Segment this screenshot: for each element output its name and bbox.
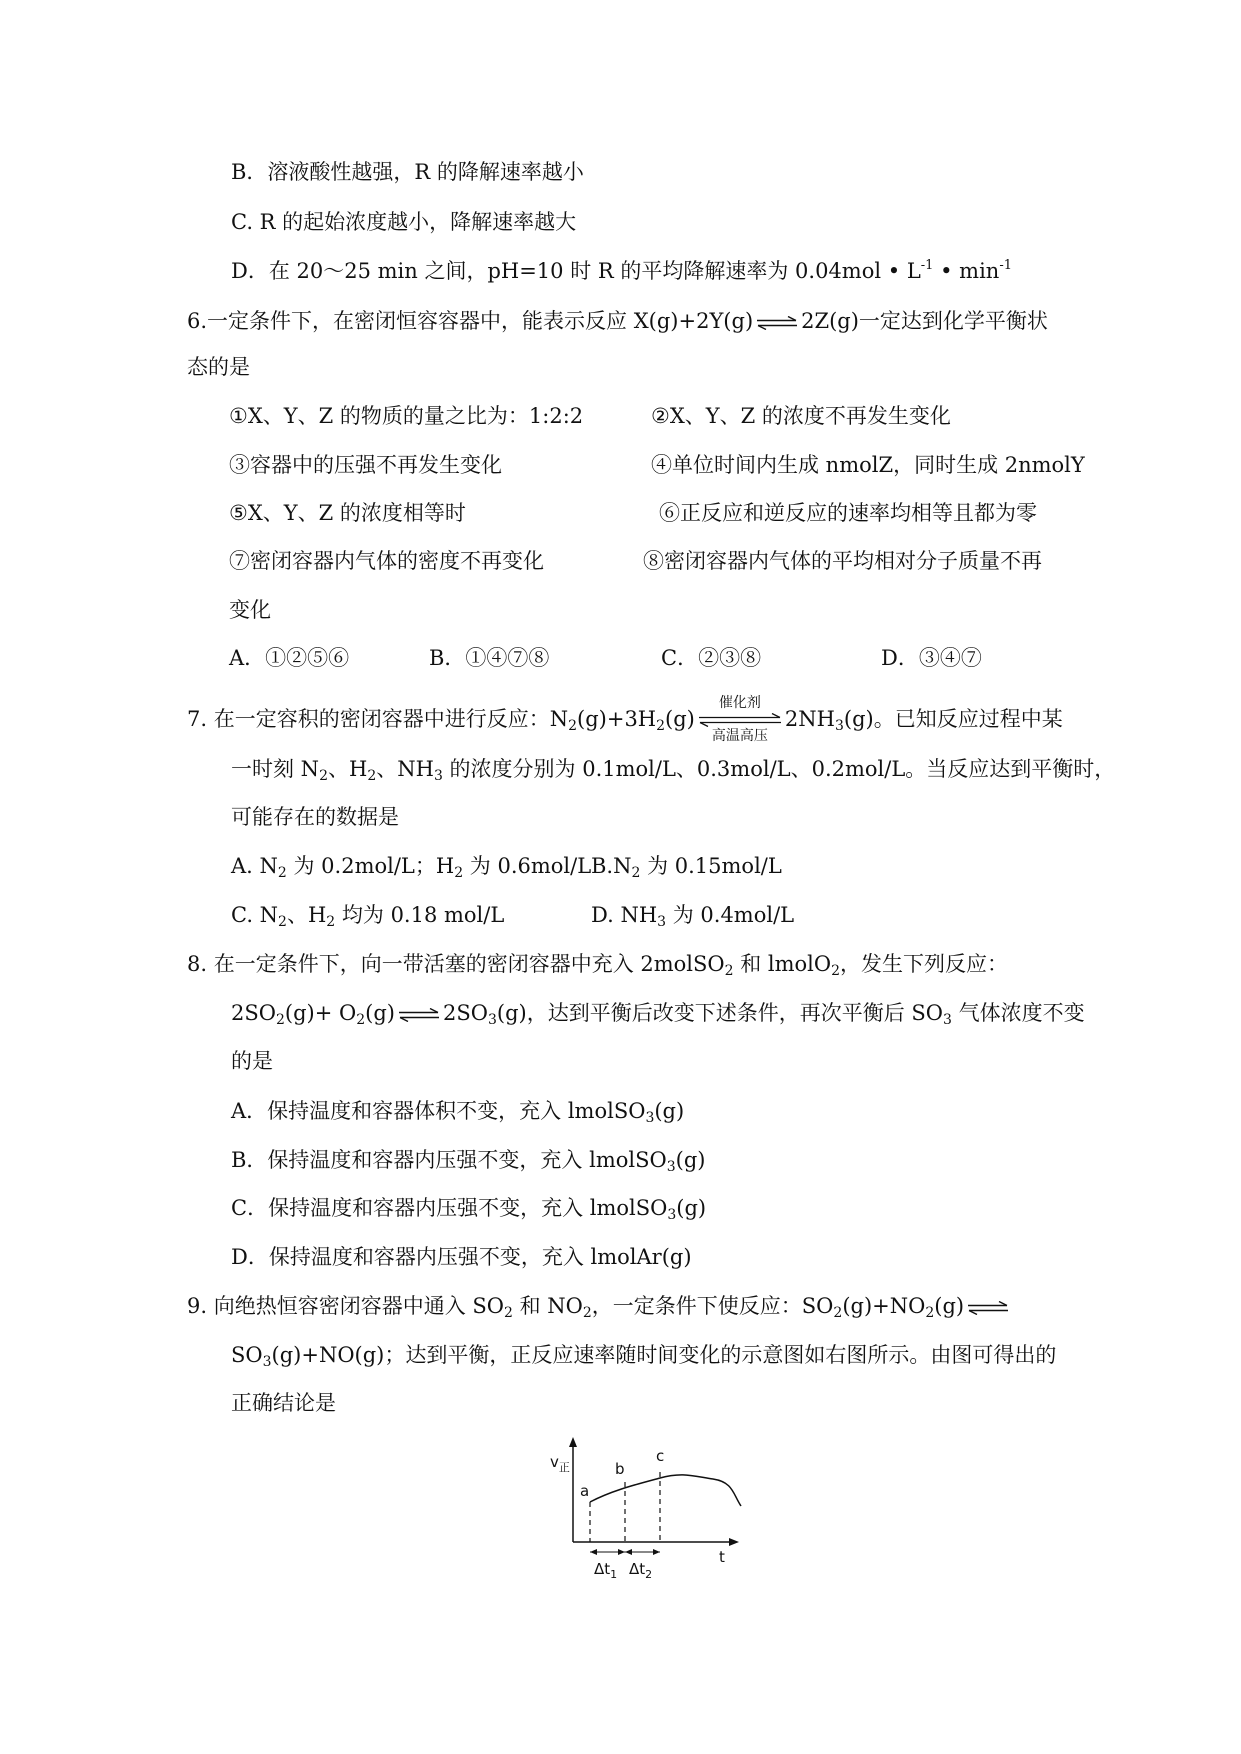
exponent: -1 <box>999 258 1013 273</box>
q6-item-8-text: ⑧密闭容器内气体的平均相对分子质量不再 <box>643 549 1042 573</box>
q6-choice-c-text: C．②③⑧ <box>661 646 762 670</box>
q9-text: 9. 向绝热恒容密闭容器中通入 SO <box>187 1294 504 1318</box>
q7-text: 2NH <box>784 707 835 731</box>
subscript: 3 <box>666 1159 676 1175</box>
subscript: 2 <box>656 718 666 734</box>
q6-stem-line2 <box>187 357 250 378</box>
q6-item-8-text: 变化 <box>229 598 271 622</box>
rate-curve <box>590 1475 741 1506</box>
q9-text: 正确结论是 <box>231 1391 336 1415</box>
q7-choice-text: 为 0.2mol/L；H <box>286 854 455 878</box>
subscript: 2 <box>833 1305 843 1321</box>
q6-choice-c <box>661 648 761 669</box>
subscript: 3 <box>487 1012 497 1028</box>
equilibrium-arrow-icon <box>397 1008 441 1022</box>
y-axis-label: $v_正$ <box>550 1453 570 1474</box>
q8-text: 气体浓度不变 <box>951 1001 1085 1025</box>
q8-text: ，发生下列反应： <box>840 952 1009 976</box>
q6-stem-text: 2Z(g)一定达到化学平衡状 <box>801 309 1048 333</box>
q8-text: (g)+ O <box>284 1001 357 1025</box>
q8-text: 和 lmolO <box>733 952 832 976</box>
q7-text: (g) <box>665 707 695 731</box>
q8-text: (g)，达到平衡后改变下述条件，再次平衡后 SO <box>496 1001 943 1025</box>
subscript: 3 <box>262 1354 272 1370</box>
subscript: 3 <box>657 914 667 930</box>
q6-item-7-text: ⑦密闭容器内气体的密度不再变化 <box>229 549 544 573</box>
arrow-icon <box>618 1549 625 1555</box>
subscript: 2 <box>356 1012 366 1028</box>
rate-time-diagram <box>543 1432 748 1582</box>
q6-choice-d-text: D．③④⑦ <box>881 646 982 670</box>
q6-item-7 <box>229 551 544 572</box>
q7-text: 一时刻 N <box>231 757 320 781</box>
q6-stem-text: 态的是 <box>187 355 250 379</box>
q8-choice-text: C．保持温度和容器内压强不变，充入 lmolSO <box>231 1196 668 1220</box>
q9-stem-line3 <box>231 1393 336 1414</box>
equilibrium-arrow-icon <box>755 316 799 330</box>
subscript: 2 <box>367 768 377 784</box>
q7-choice-d <box>591 903 795 930</box>
exponent: -1 <box>920 258 934 273</box>
arrow-icon <box>590 1549 597 1555</box>
subscript: 3 <box>645 1110 655 1126</box>
q8-choice-d <box>231 1247 692 1268</box>
q8-text: 2SO <box>231 1001 276 1025</box>
q7-choice-c <box>231 903 505 930</box>
q6-item-3 <box>229 455 502 476</box>
equilibrium-arrow-icon <box>697 713 783 727</box>
subscript: 2 <box>277 865 287 881</box>
q9-stem-line2 <box>231 1343 1057 1370</box>
q7-choice-a <box>231 854 592 881</box>
q8-stem-line1 <box>187 952 1009 979</box>
q8-choice-text: D．保持温度和容器内压强不变，充入 lmolAr(g) <box>231 1245 692 1269</box>
subscript: 3 <box>834 718 844 734</box>
q7-choice-text: 、H <box>286 903 327 927</box>
subscript: 2 <box>831 963 841 979</box>
q5-option-c <box>231 212 576 233</box>
q7-choice-text: 均为 0.18 mol/L <box>335 903 505 927</box>
q7-choice-text: A. N <box>231 854 278 878</box>
q9-text: ，一定条件下使反应：SO <box>591 1294 834 1318</box>
q7-choice-text: 为 0.15mol/L <box>640 854 782 878</box>
q5-option-b-text: B．溶液酸性越强，R 的降解速率越小 <box>231 160 584 184</box>
subscript: 2 <box>319 768 328 784</box>
q8-text: 8. 在一定条件下，向一带活塞的密闭容器中充入 2molSO <box>187 952 725 976</box>
q8-choice-a <box>231 1099 685 1126</box>
subscript: 2 <box>326 914 336 930</box>
dt2-label: $\Delta t_2$ <box>629 1560 653 1581</box>
q6-item-8-cont <box>229 600 271 621</box>
q8-text: 的是 <box>231 1049 273 1073</box>
q7-stem-line3 <box>231 807 399 828</box>
q7-choice-b <box>591 854 782 881</box>
q5-option-d-text: D．在 20～25 min 之间，pH=10 时 R 的平均降解速率为 0.04mol • L <box>231 259 921 283</box>
q6-item-4-text: ④单位时间内生成 nmolZ，同时生成 2nmolY <box>651 453 1085 477</box>
point-a-label: a <box>580 1482 590 1500</box>
subscript: 2 <box>504 1305 513 1321</box>
condition-label: 高温高压 <box>711 727 768 744</box>
subscript: 2 <box>631 865 641 881</box>
q6-choice-b <box>429 648 549 669</box>
q8-choice-text: (g) <box>675 1148 706 1172</box>
q8-choice-text: A．保持温度和容器体积不变，充入 lmolSO <box>231 1099 646 1123</box>
q7-text: 、H <box>327 757 368 781</box>
q8-choice-text: B．保持温度和容器内压强不变，充入 lmolSO <box>231 1148 667 1172</box>
q6-choice-b-text: B．①④⑦⑧ <box>429 646 550 670</box>
arrow-icon <box>653 1549 660 1555</box>
q7-choice-text: 为 0.6mol/L <box>463 854 592 878</box>
subscript: 2 <box>454 865 464 881</box>
subscript: 2 <box>275 1012 285 1028</box>
q7-text: 的浓度分别为 0.1mol/L、0.3mol/L、0.2mol/L。当反应达到平衡时， <box>442 757 1116 781</box>
q5-option-d-unit: • min <box>933 259 1000 283</box>
q7-choice-text: D. NH <box>591 903 658 927</box>
q6-item-4 <box>651 455 1085 476</box>
q8-stem-line2 <box>231 1001 1085 1028</box>
equilibrium-arrow-icon <box>966 1301 1010 1315</box>
subscript: 3 <box>667 1207 677 1223</box>
q6-item-5 <box>229 503 466 524</box>
q9-stem-line1 <box>187 1294 1012 1321</box>
q7-text: 、NH <box>376 757 434 781</box>
q9-text: SO <box>231 1343 263 1367</box>
q6-item-1 <box>229 406 583 427</box>
q6-item-5-text: ⑤X、Y、Z 的浓度相等时 <box>229 501 466 525</box>
subscript: 3 <box>433 768 443 784</box>
subscript: 2 <box>925 1305 935 1321</box>
q8-text: 2SO <box>442 1001 488 1025</box>
catalyzed-equilibrium-arrow <box>697 694 783 744</box>
point-c-label: c <box>656 1447 665 1465</box>
arrow-icon <box>625 1549 632 1555</box>
q7-choice-text: C. N <box>231 903 279 927</box>
q6-item-2-text: ②X、Y、Z 的浓度不再发生变化 <box>651 404 951 428</box>
q9-text: (g) <box>934 1294 965 1318</box>
q5-option-b <box>231 162 584 183</box>
q8-choice-c <box>231 1196 707 1223</box>
q7-text: 7. 在一定容积的密闭容器中进行反应：N <box>187 707 569 731</box>
q5-option-c-text: C. R 的起始浓度越小，降解速率越大 <box>231 210 577 234</box>
subscript: 2 <box>724 963 734 979</box>
q8-stem-line3 <box>231 1051 273 1072</box>
subscript: 2 <box>568 718 578 734</box>
q9-text: (g)+NO(g)；达到平衡，正反应速率随时间变化的示意图如右图所示。由图可得出的 <box>271 1343 1057 1367</box>
q7-choice-text: B.N <box>591 854 632 878</box>
catalyst-label: 催化剂 <box>718 694 761 711</box>
point-b-label: b <box>615 1460 625 1478</box>
y-axis-arrow-icon <box>569 1437 577 1447</box>
q5-option-d <box>231 258 1013 283</box>
q8-text: (g) <box>365 1001 395 1025</box>
q7-stem-line1 <box>187 694 1063 744</box>
q6-item-6-text: ⑥正反应和逆反应的速率均相等且都为零 <box>659 501 1037 525</box>
q6-choice-a <box>229 648 349 669</box>
q8-choice-text: (g) <box>676 1196 707 1220</box>
q6-item-3-text: ③容器中的压强不再发生变化 <box>229 453 502 477</box>
q9-text: (g)+NO <box>842 1294 926 1318</box>
q7-stem-line2 <box>231 757 1116 784</box>
q6-choice-a-text: A．①②⑤⑥ <box>229 646 350 670</box>
q6-stem-line1 <box>187 311 1048 332</box>
q7-text: (g)。已知反应过程中某 <box>843 707 1063 731</box>
subscript: 2 <box>278 914 287 930</box>
q6-stem-text: 6.一定条件下，在密闭恒容容器中，能表示反应 X(g)+2Y(g) <box>187 309 754 333</box>
q6-item-6 <box>659 503 1037 524</box>
q6-item-8 <box>643 551 1042 572</box>
q6-choice-d <box>881 648 982 669</box>
dt1-label: $\Delta t_1$ <box>594 1560 618 1581</box>
subscript: 2 <box>582 1305 592 1321</box>
q7-text: 可能存在的数据是 <box>231 805 399 829</box>
q7-text: (g)+3H <box>577 707 657 731</box>
q9-text: 和 NO <box>512 1294 583 1318</box>
subscript: 3 <box>942 1012 952 1028</box>
x-axis-arrow-icon <box>729 1538 739 1546</box>
q6-item-1-text: ①X、Y、Z 的物质的量之比为：1:2:2 <box>229 404 584 428</box>
q7-choice-text: 为 0.4mol/L <box>666 903 795 927</box>
q8-choice-b <box>231 1148 706 1175</box>
q6-item-2 <box>651 406 951 427</box>
q8-choice-text: (g) <box>654 1099 685 1123</box>
x-axis-label: t <box>719 1548 725 1566</box>
